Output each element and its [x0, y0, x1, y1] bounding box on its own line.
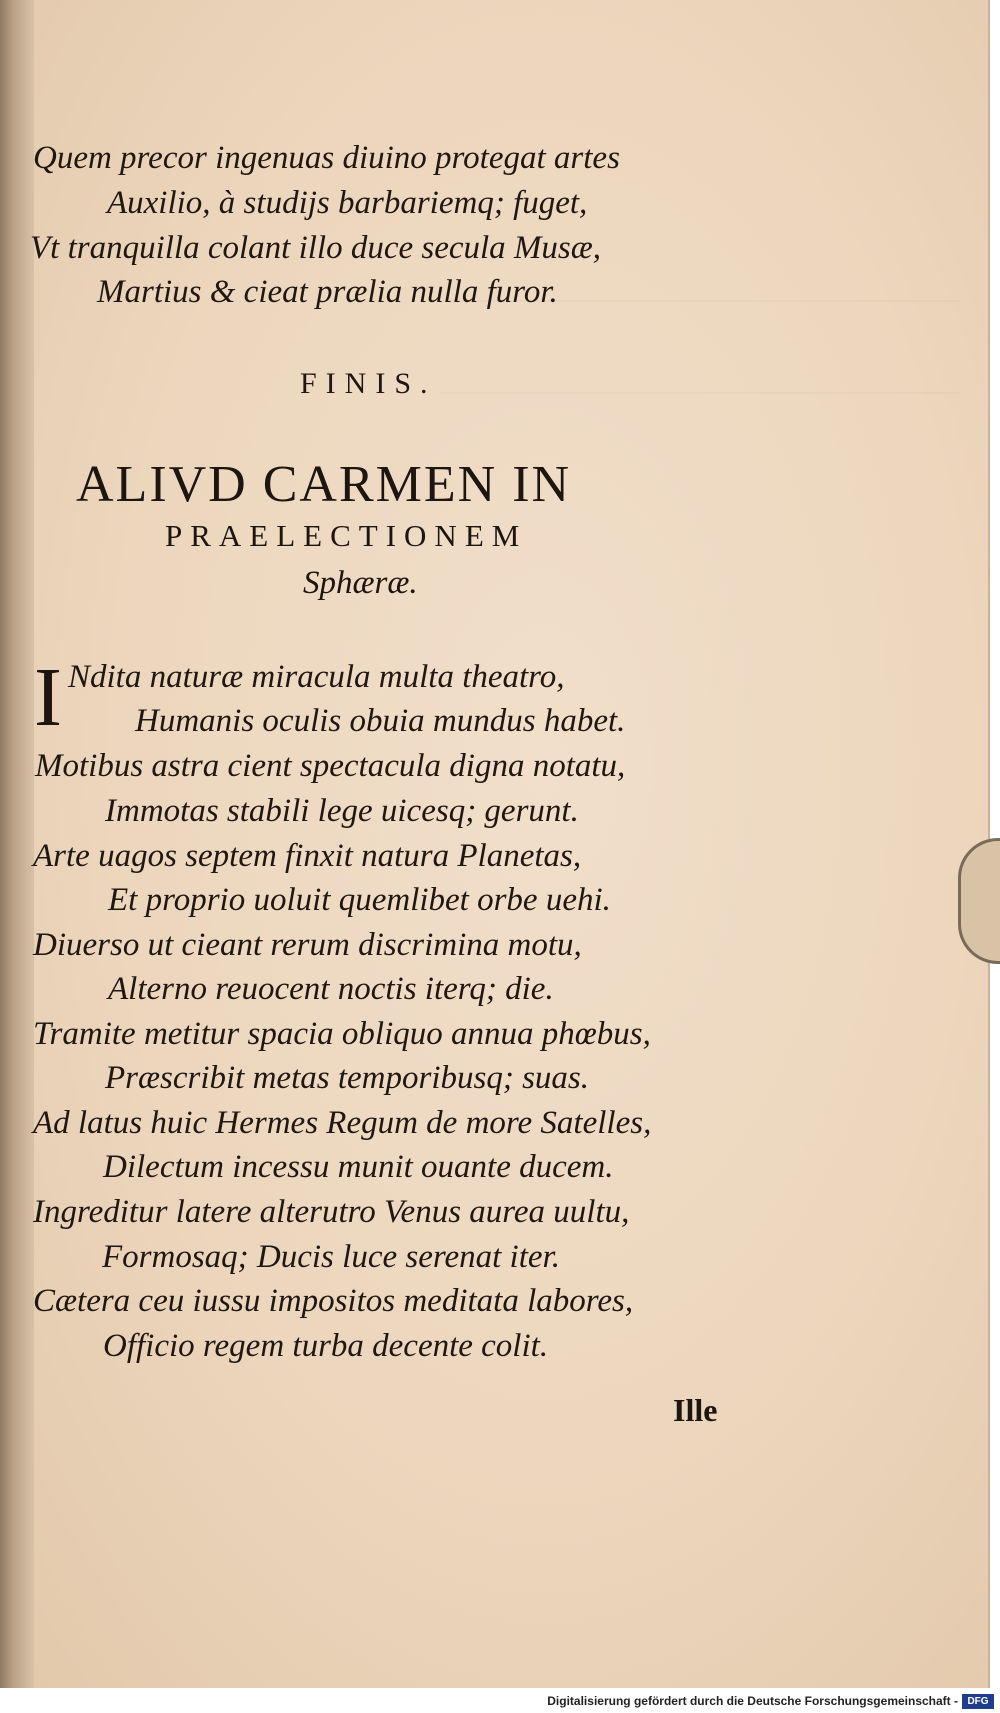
poem-line: Formosaq; Ducis luce serenat iter.	[102, 1239, 560, 1275]
poem-line: Tramite metitur spacia obliquo annua phœbus,	[33, 1016, 651, 1052]
poem-line: Diuerso ut cieant rerum discrimina motu,	[33, 927, 582, 963]
poem-line: Ad latus huic Hermes Regum de more Satelles,	[33, 1105, 652, 1141]
poem-ending-line: Martius & cieat prælia nulla furor.	[97, 274, 558, 310]
poem-line: Immotas stabili lege uicesq; gerunt.	[105, 793, 579, 829]
poem-ending-line: Quem precor ingenuas diuino protegat artes	[33, 140, 620, 176]
digitization-footer	[0, 1692, 1000, 1713]
poem-line: Officio regem turba decente colit.	[103, 1328, 549, 1364]
poem-line: Dilectum incessu munit ouante ducem.	[103, 1149, 614, 1185]
finis-mark: FINIS.	[300, 367, 437, 400]
funding-credit: Digitalisierung gefördert durch die Deutsche Forschungsgemeinschaft -	[547, 1694, 958, 1708]
catchword: Ille	[673, 1392, 718, 1428]
poem-line: Et proprio uoluit quemlibet orbe uehi.	[108, 882, 611, 918]
poem-line: Arte uagos septem finxit natura Planetas,	[33, 838, 582, 874]
section-title: ALIVD CARMEN IN	[76, 456, 572, 513]
page-clasp	[958, 838, 1000, 964]
drop-capital: I	[34, 651, 62, 744]
poem-line: Alterno reuocent noctis iterq; die.	[108, 971, 554, 1007]
poem-ending-line: Auxilio, à studijs barbariemq; fuget,	[107, 185, 588, 221]
section-subtitle: PRAELECTIONEM	[165, 518, 528, 553]
poem-line: Cætera ceu iussu impositos meditata labores,	[33, 1283, 634, 1319]
poem-line: Ingreditur latere alterutro Venus aurea uultu,	[33, 1194, 630, 1230]
poem-line: Motibus astra cient spectacula digna notatu,	[35, 748, 626, 784]
page-gutter	[0, 0, 34, 1688]
dfg-logo: DFG	[962, 1694, 994, 1709]
section-subtitle-italic: Sphæræ.	[303, 565, 418, 601]
poem-line: Ndita naturæ miracula multa theatro,	[68, 659, 565, 695]
poem-line: Præscribit metas temporibusq; suas.	[105, 1060, 590, 1096]
poem-line: Humanis oculis obuia mundus habet.	[135, 703, 626, 739]
poem-ending-line: Vt tranquilla colant illo duce secula Musæ,	[30, 230, 602, 266]
